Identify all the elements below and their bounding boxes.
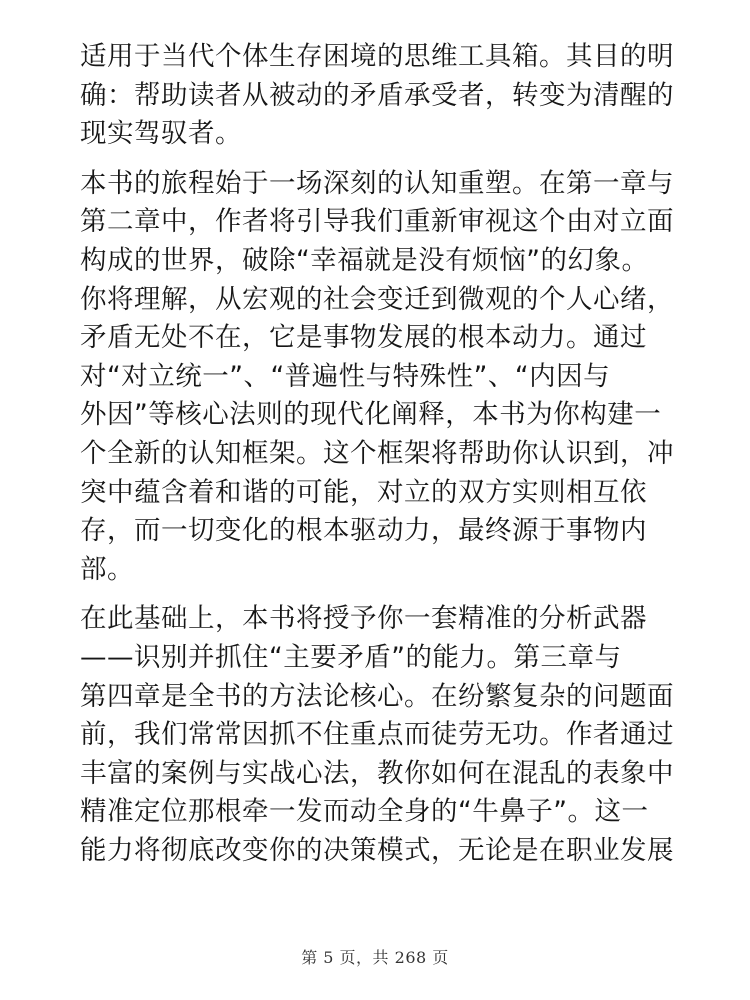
text-line: 第四章是全书的方法论核心。在纷繁复杂的问题面 [80, 680, 674, 712]
text-line: 能力将彻底改变你的决策模式，无论是在职业发展 [80, 834, 674, 866]
paragraph [80, 165, 695, 590]
text-line: 对“对立统一”、“普遍性与特殊性”、“内因与 [80, 360, 611, 392]
page-number-footer: 第 5 页，共 268 页 [301, 948, 449, 967]
paragraph [80, 38, 695, 154]
text-line: 构成的世界，破除“幸福就是没有烦恼”的幻象。 [80, 244, 649, 276]
text-line: 精准定位那根牵一发而动全身的“牛鼻子”。这一 [80, 796, 649, 828]
paragraph [80, 600, 695, 870]
text-line: 个全新的认知框架。这个框架将帮助你认识到，冲 [80, 437, 674, 469]
text-line: 前，我们常常因抓不住重点而徒劳无功。作者通过 [80, 719, 674, 751]
text-line: 第二章中，作者将引导我们重新审视这个由对立面 [80, 206, 674, 238]
text-line: 丰富的案例与实战心法，教你如何在混乱的表象中 [80, 757, 674, 789]
text-line: 部。 [80, 553, 134, 585]
text-line: 确：帮助读者从被动的矛盾承受者，转变为清醒的 [80, 79, 674, 111]
text-line: 本书的旅程始于一场深刻的认知重塑。在第一章与 [80, 167, 674, 199]
text-line: 突中蕴含着和谐的可能，对立的双方实则相互依 [80, 476, 647, 508]
text-line: 在此基础上，本书将授予你一套精准的分析武器 [80, 603, 647, 635]
text-line: 适用于当代个体生存困境的思维工具箱。其目的明 [80, 41, 674, 72]
text-line: 矛盾无处不在，它是事物发展的根本动力。通过 [80, 322, 647, 354]
text-line: 你将理解，从宏观的社会变迁到微观的个人心绪， [80, 283, 674, 315]
page-body [80, 38, 695, 881]
text-line: 现实驾驭者。 [80, 118, 242, 150]
text-line: ——识别并抓住“主要矛盾”的能力。第三章与 [80, 641, 622, 673]
text-line: 外因”等核心法则的现代化阐释，本书为你构建一 [80, 399, 662, 431]
text-line: 存，而一切变化的根本驱动力，最终源于事物内 [80, 515, 647, 547]
